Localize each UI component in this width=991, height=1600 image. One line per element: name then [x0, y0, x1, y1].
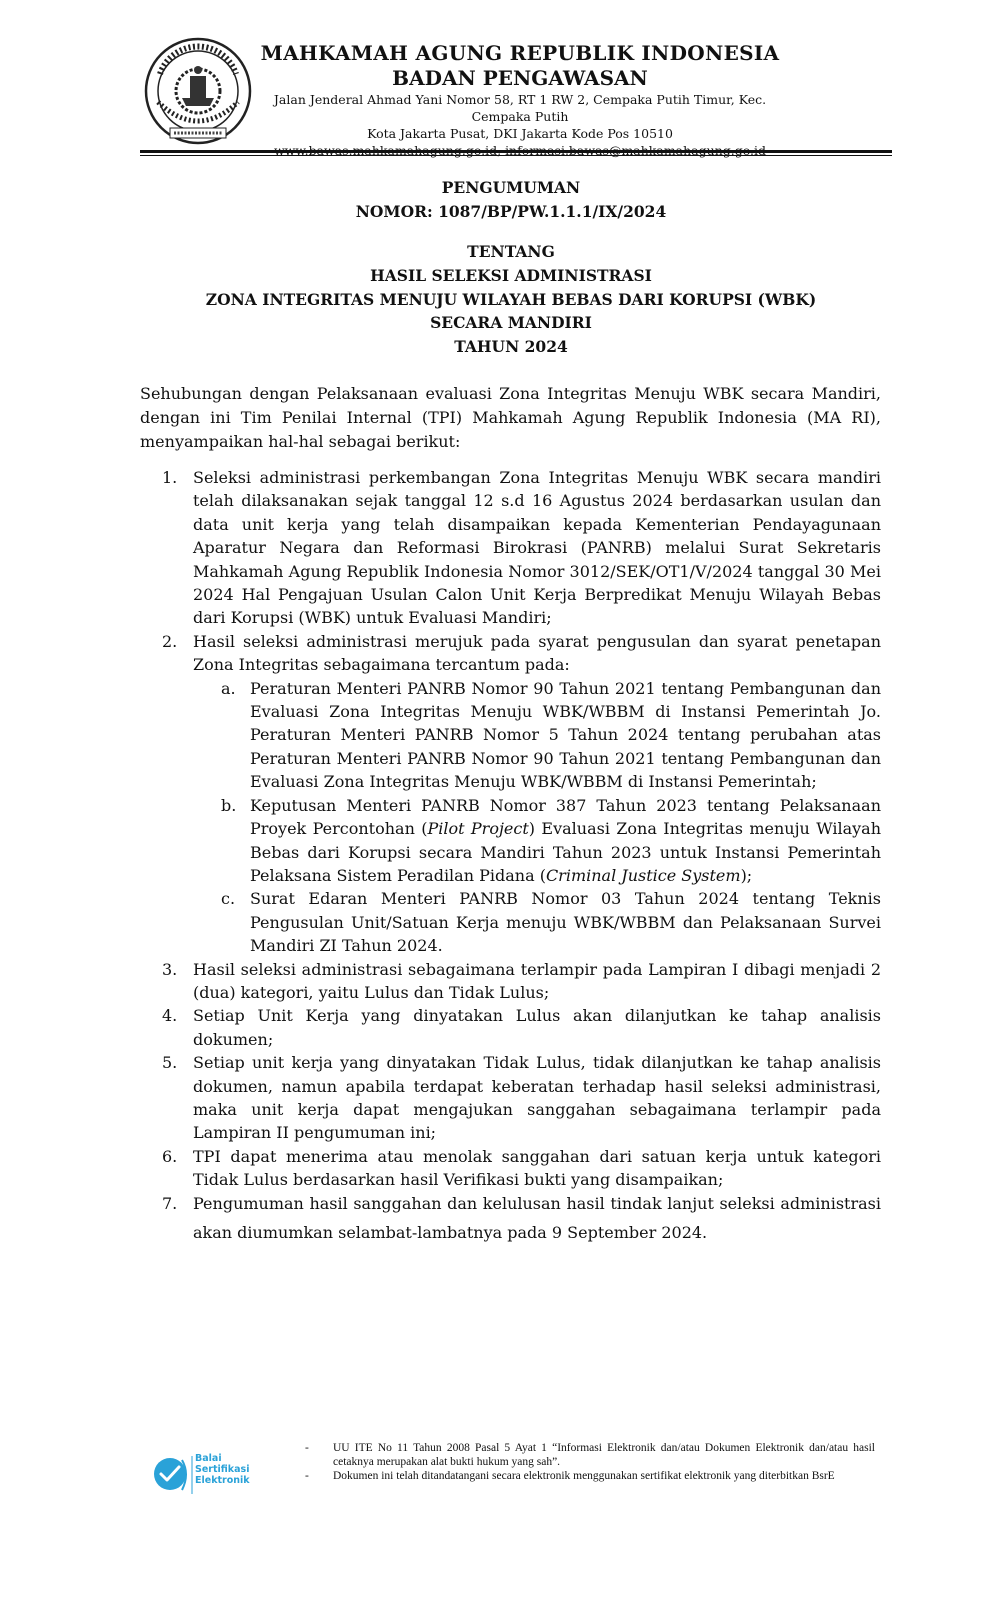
letterhead-divider-thick	[140, 150, 892, 153]
sub-list-item	[140, 794, 881, 888]
list-item-text: TPI dapat menerima atau menolak sanggahan dari satuan kerja untuk kategori Tidak Lulus berdasarkan hasil Verifikasi bukti yang disampaikan;	[193, 1146, 881, 1190]
subject-line: HASIL SELEKSI ADMINISTRASI	[370, 266, 652, 285]
footer-notes	[305, 1442, 875, 1485]
list-item-text: Seleksi administrasi perkembangan Zona Integritas Menuju WBK secara mandiri telah dilaksanakan sejak tanggal 12 s.d 16 Agustus 2024 berdasarkan usulan dan data unit kerja yang telah disampaikan kepada Kementerian Pendayagunaan Aparatur Negara dan Reformasi Birokrasi (PANRB) melalui Surat Sekretaris Mahkamah Agung Republik Indonesia Nomor 3012/SEK/OT1/V/2024 tanggal 30 Mei 2024 Hal Pengajuan Usulan Calon Unit Kerja Berpredikat Menuju Wilayah Bebas dari Korupsi (WBK) untuk Evaluasi Mandiri;	[193, 468, 881, 628]
footer-note-text: Dokumen ini telah ditandatangani secara elektronik menggunakan sertifikat elektronik yang diterbitkan BsrE	[333, 1470, 835, 1482]
list-item	[140, 1004, 881, 1051]
list-item	[140, 466, 881, 630]
footer-note-text: UU ITE No 11 Tahun 2008 Pasal 5 Ayat 1 “Informasi Elektronik dan/atau Dokumen Elektronik dan/atau hasil cetaknya merupakan alat bukti hukum yang sah”.	[333, 1442, 875, 1468]
sub-list-letter: b.	[221, 795, 237, 815]
list-item	[140, 1189, 881, 1247]
bsre-logo-text: Balai Sertifikasi Elektronik	[195, 1453, 250, 1486]
list-number: 7.	[162, 1193, 178, 1213]
footer-note	[305, 1442, 875, 1469]
list-item	[140, 1145, 881, 1192]
italic-term: Criminal Justice System	[545, 865, 741, 885]
mahkamah-agung-seal-logo	[138, 36, 258, 146]
sub-list-item-text: Surat Edaran Menteri PANRB Nomor 03 Tahun 2024 tentang Teknis Pengusulan Unit/Satuan Kerja menuju WBK/WBBM dan Pelaksanaan Survei Mandiri ZI Tahun 2024.	[250, 889, 881, 956]
list-item-text: Setiap unit kerja yang dinyatakan Tidak Lulus, tidak dilanjutkan ke tahap analisis dokumen, namun apabila terdapat keberatan terhadap hasil seleksi administrasi, maka unit kerja dapat mengajukan sanggahan sebagaimana terlampir pada Lampiran II pengumuman ini;	[193, 1053, 881, 1143]
list-number: 5.	[162, 1053, 178, 1073]
about-label: TENTANG	[467, 242, 555, 261]
sub-list-letter: c.	[221, 889, 236, 909]
list-item	[140, 958, 881, 1005]
list-item-text: Setiap Unit Kerja yang dinyatakan Lulus akan dilanjutkan ke tahap analisis dokumen;	[193, 1006, 881, 1049]
list-item-text: Pengumuman hasil sanggahan dan kelulusan hasil tindak lanjut seleksi administrasi akan diumumkan selambat-lambatnya pada 9 September 2024.	[193, 1193, 881, 1242]
letterhead-divider-thin	[140, 155, 892, 156]
unit-name: BADAN PENGAWASAN	[392, 66, 648, 90]
list-number: 3.	[162, 959, 178, 979]
intro-paragraph: Sehubungan dengan Pelaksanaan evaluasi Zona Integritas Menuju WBK secara Mandiri, dengan ini Tim Penilai Internal (TPI) Mahkamah Agung Republik Indonesia (MA RI), menyampaikan hal-hal sebagai berikut:	[140, 384, 881, 451]
list-number: 2.	[162, 631, 178, 651]
sub-list-item-text: Keputusan Menteri PANRB Nomor 387 Tahun 2023 tentang Pelaksanaan Proyek Percontohan (Pilot Project) Evaluasi Zona Integritas menuju Wilayah Bebas dari Korupsi secara Mandiri Tahun 2023 untuk Instansi Pemerintah Pelaksana Sistem Peradilan Pidana (Criminal Justice System);	[250, 795, 882, 885]
list-number: 1.	[162, 468, 178, 487]
list-number: 6.	[162, 1146, 178, 1166]
document-number: NOMOR: 1087/BP/PW.1.1.1/IX/2024	[355, 202, 667, 221]
document-type: PENGUMUMAN	[441, 178, 581, 197]
footer-note	[305, 1470, 875, 1484]
sub-list-letter: a.	[221, 678, 236, 698]
sub-list-item	[140, 887, 881, 957]
italic-term: Pilot Project	[427, 819, 529, 839]
letterhead	[250, 40, 790, 159]
sub-list-item	[140, 677, 881, 794]
institution-name: MAHKAMAH AGUNG REPUBLIK INDONESIA	[260, 41, 780, 65]
list-item-text: Hasil seleksi administrasi sebagaimana terlampir pada Lampiran I dibagi menjadi 2 (dua) kategori, yaitu Lulus dan Tidak Lulus;	[193, 959, 881, 1002]
subject-line: ZONA INTEGRITAS MENUJU WILAYAH BEBAS DARI KORUPSI (WBK)	[205, 290, 817, 309]
footer-bullet: -	[305, 1470, 309, 1482]
list-item	[140, 630, 881, 677]
sub-list-item-text: Peraturan Menteri PANRB Nomor 90 Tahun 2021 tentang Pembangunan dan Evaluasi Zona Integritas Menuju WBK/WBBM di Instansi Pemerintah Jo. Peraturan Menteri PANRB Nomor 5 Tahun 2024 tentang perubahan atas Peraturan Menteri PANRB Nomor 90 Tahun 2021 tentang Pembangunan dan Evaluasi Zona Integritas Menuju WBK/WBBM di Instansi Pemerintah;	[250, 678, 881, 792]
address-line-2: Kota Jakarta Pusat, DKI Jakarta Kode Pos 10510	[367, 126, 673, 141]
list-item	[140, 1051, 881, 1145]
list-item-text: Hasil seleksi administrasi merujuk pada syarat pengusulan dan syarat penetapan Zona Integritas sebagaimana tercantum pada:	[193, 631, 881, 675]
subject-line: TAHUN 2024	[454, 337, 568, 356]
numbered-list	[140, 466, 881, 1247]
list-number: 4.	[162, 1006, 178, 1026]
address-line-1: Jalan Jenderal Ahmad Yani Nomor 58, RT 1 RW 2, Cempaka Putih Timur, Kec. Cempaka Putih	[273, 92, 767, 124]
footer-bullet: -	[305, 1442, 309, 1454]
subject-line: SECARA MANDIRI	[430, 313, 592, 332]
address-line-3: www.bawas.mahkamahagung.go.id, informasi.bawas@mahkamahagung.go.id	[273, 143, 767, 158]
